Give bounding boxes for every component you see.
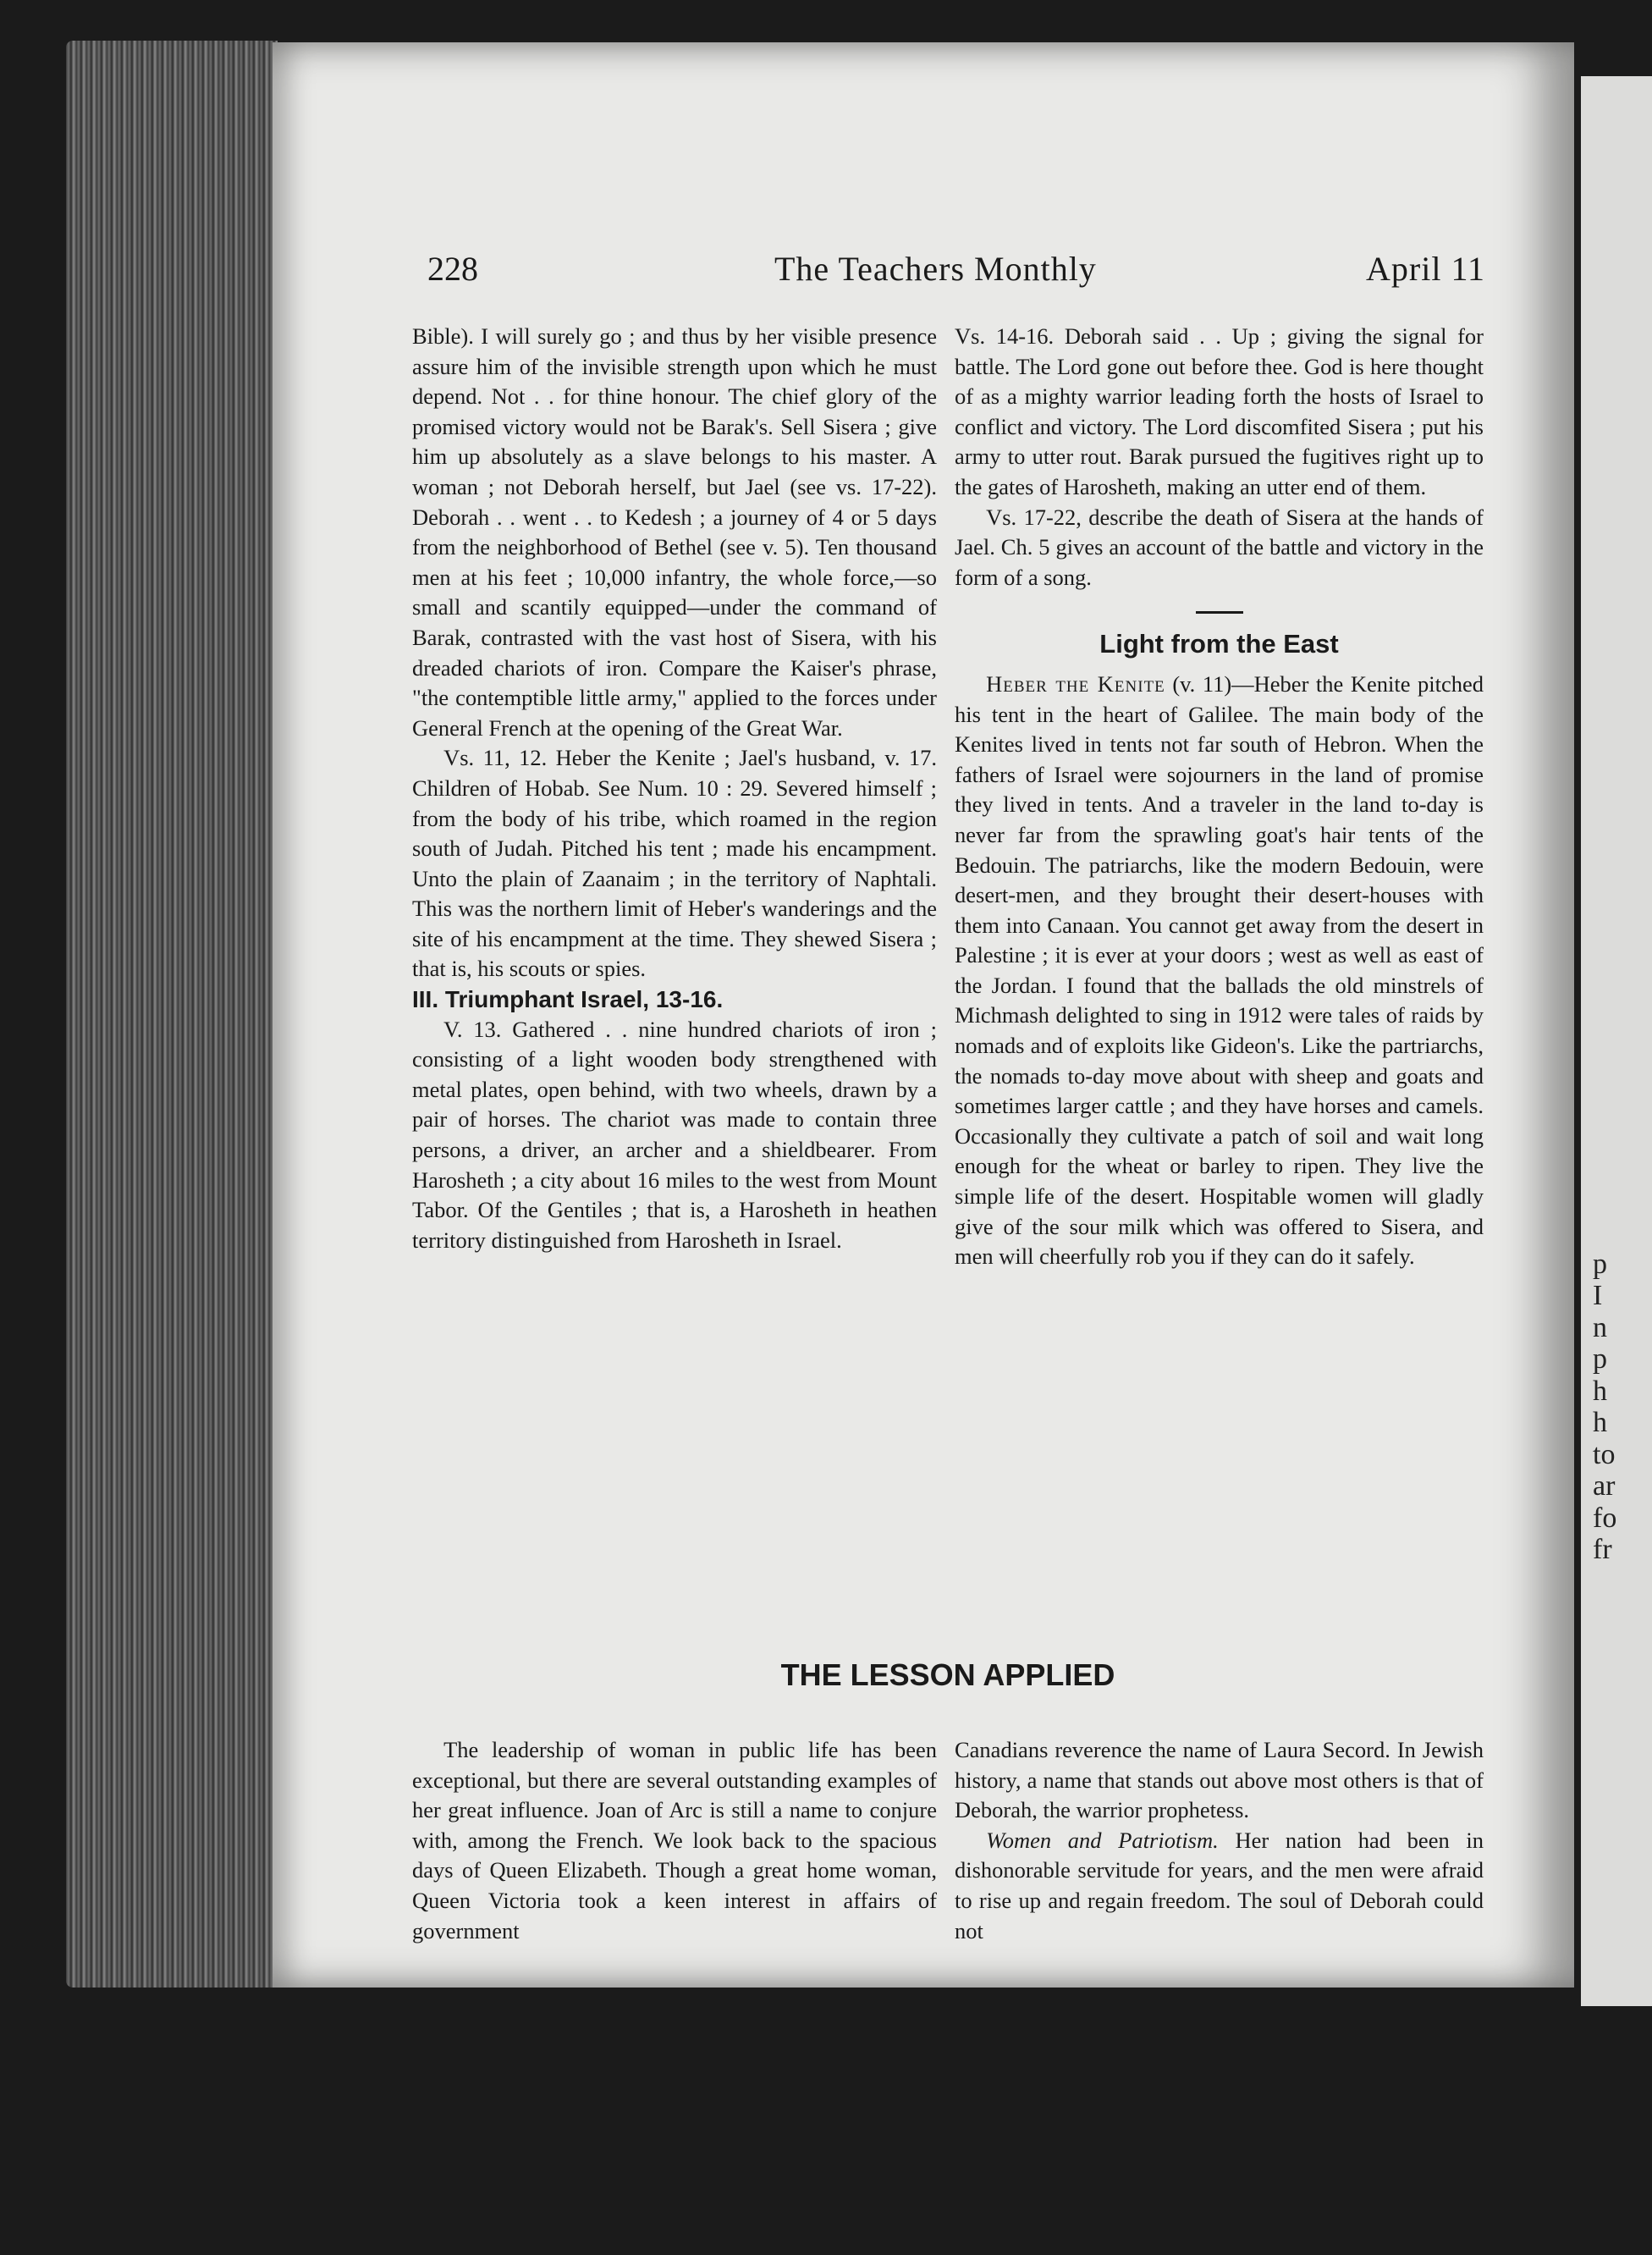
book-page-edges [66,41,278,1988]
adjacent-page-fragment [1581,76,1652,2006]
journal-title: The Teachers Monthly [774,250,1097,288]
paragraph: The leadership of woman in public life has been exceptional, but there are several outstanding examples of her great influence. Joan of Arc is still a name to conjure with, among the French. We look back to the spacious days of Queen Elizabeth. Though a great home woman, Queen Victoria took a keen interest in affairs of government [412,1737,937,1943]
paragraph: Canadians reverence the name of Laura Secord. In Jewish history, a name that stands out above most others is that of Deborah, the warrior prophetess. [955,1737,1484,1823]
fragment-text: I [1593,1280,1603,1311]
lead-in: Women and Patriotism. [986,1827,1219,1853]
fragment-text: h [1593,1376,1607,1407]
paragraph: Vs. 14-16. Deborah said . . Up ; giving the signal for battle. The Lord gone out before thee. God is here thought of as a mighty warrior leading forth the hosts of Israel to conflict and victory. The Lord discomfited Sisera ; put his army to utter rout. Barak pursued the fugitives right up to the gates of Harosheth, making an utter end of them. [955,323,1484,499]
running-header [427,249,1485,300]
paragraph: V. 13. Gathered . . nine hundred chariots of iron ; consisting of a light wooden body strengthened with metal plates, open behind, with two wheels, drawn by a pair of horses. The chariot was made to contain three persons, a driver, an archer and a shieldbearer. From Harosheth ; a city about 16 miles to the west from Mount Tabor. Of the Gentiles ; that is, a Harosheth in heathen territory distinguished from Harosheth in Israel. [412,1016,937,1253]
divider-rule [1196,611,1243,614]
lead-in: Heber the Kenite [986,670,1165,697]
lesson-right-column [955,1735,1484,1946]
fragment-text: n [1593,1312,1607,1343]
paragraph: Bible). I will surely go ; and thus by her visible presence assure him of the invisible strength upon which he must depend. Not . . for thine honour. The chief glory of the promised victory would not be Barak's. Sell Sisera ; give him up absolutely as a slave belongs to his master. A woman ; not Deborah herself, but Jael (see vs. 17-22). Deborah . . went . . to Kedesh ; a journey of 4 or 5 days from the neighborhood of Bethel (see v. 5). Ten thousand men at his feet ; 10,000 infantry, the whole force,—so small and scantily equipped—under the command of Barak, contrasted with the vast host of Sisera, with his dreaded chariots of iron. Compare the Kaiser's phrase, "the contemptible little army," applied to the forces under General French at the opening of the Great War. [412,323,937,741]
right-column [955,322,1484,1272]
fragment-text: p [1593,1343,1607,1375]
lesson-left-column [412,1735,937,1946]
paragraph: (v. 11)—Heber the Kenite pitched his tent in the heart of Galilee. The main body of the Kenites lived in tents not far south of Hebron. When the fathers of Israel were sojourners in the land of promise they lived in tents. And a traveler in the land to-day is never far from the sprawling goat's hair tents of the Bedouin. The patriarchs, like the modern Bedouin, were desert-men, and they brought their desert-houses with them into Canaan. You cannot get away from the desert in Palestine ; it is ever at your doors ; west as well as east of the Jordan. I found that the ballads the old minstrels of Michmash delighted to sing in 1912 were tales of raids by nomads and of exploits like Gideon's. Like the partriarchs, the nomads to-day move about with sheep and goats and sometimes larger cattle ; and they have horses and camels. Occasionally they cultivate a patch of soil and wait long enough for the wheat or barley to ripen. They live the simple life of the desert. Hospitable women will gladly give of the sour milk which was offered to Sisera, and men will cheerfully rob you if they can do it safely. [955,670,1484,1270]
paragraph: Vs. 11, 12. Heber the Kenite ; Jael's husband, v. 17. Children of Hobab. See Num. 10 : 29. Severed himself ; from the body of his tribe, which roamed in the region south of Judah. Pitched his tent ; made his encampment. Unto the plain of Zaanaim ; in the territory of Naphtali. This was the northern limit of Heber's wanderings and the site of his encampment at the time. They shewed Sisera ; that is, his scouts or spies. [412,745,937,982]
fragment-text: to [1593,1439,1616,1470]
fragment-text: p [1593,1249,1607,1280]
left-column [412,322,937,1255]
fragment-text: ar [1593,1470,1616,1502]
section-heading: III. Triumphant Israel, 13-16. [412,986,724,1013]
issue-date: April 11 [1366,250,1485,288]
paragraph: Her nation had been in dishonorable servitude for years, and the men were afraid to rise up and regain freedom. The soul of Deborah could not [955,1827,1484,1943]
lesson-applied-heading: THE LESSON APPLIED [780,1657,1115,1692]
fragment-text: fo [1593,1502,1617,1534]
page-number: 228 [427,250,478,288]
fragment-text: fr [1593,1534,1612,1565]
paragraph: Vs. 17-22, describe the death of Sisera at the hands of Jael. Ch. 5 gives an account of the battle and victory in the form of a song. [955,504,1484,590]
fragment-text: h [1593,1407,1607,1438]
section-heading: Light from the East [1099,629,1339,659]
